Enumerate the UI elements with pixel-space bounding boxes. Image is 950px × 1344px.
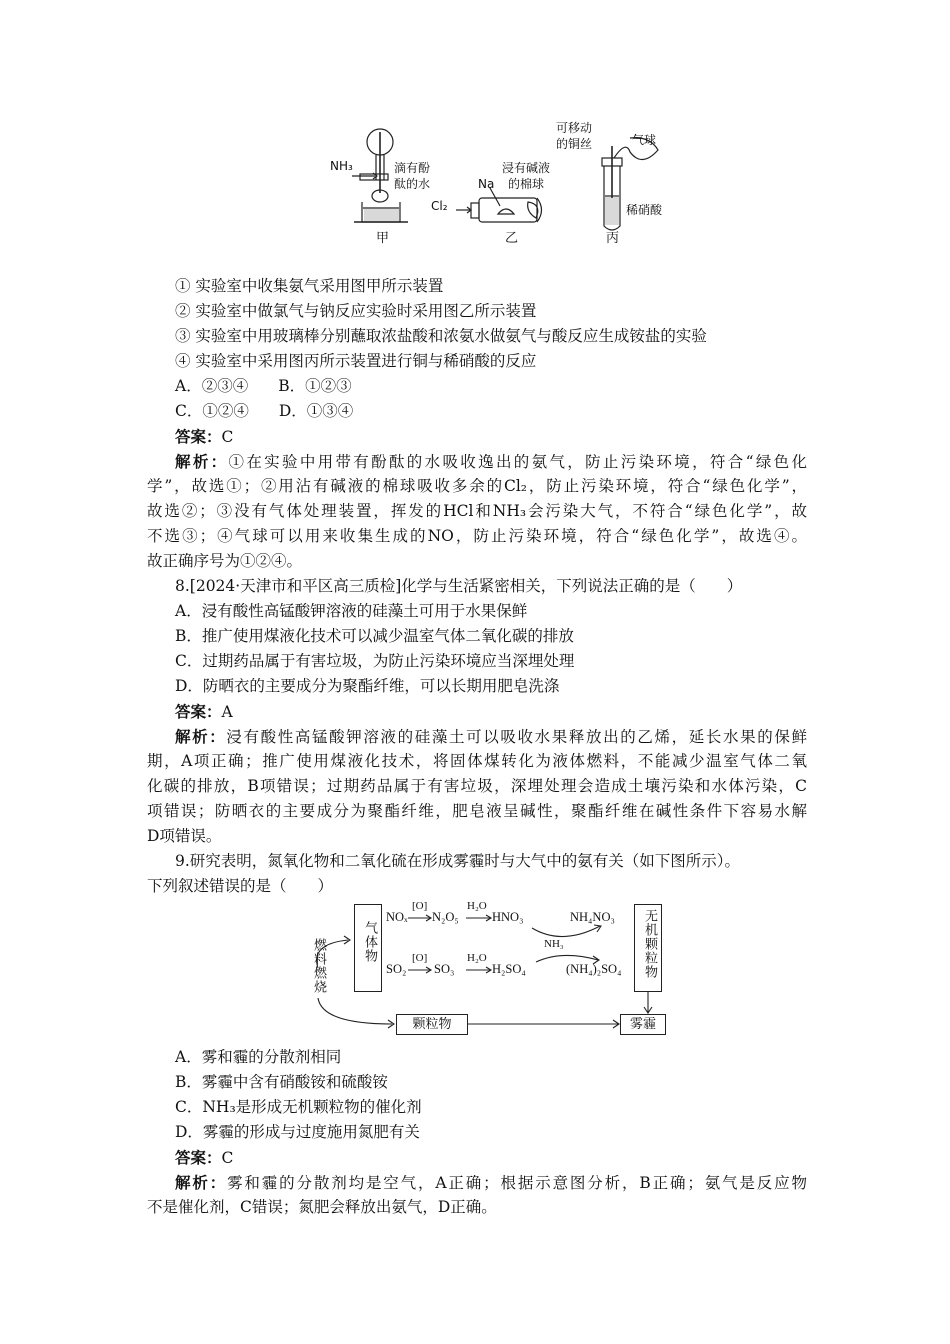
label-jia-water-2: 酞的水 [394, 177, 431, 191]
q7-statement-2: ② 实验室中做氯气与钠反应实验时采用图乙所示装置 [175, 302, 537, 320]
q7-analysis-label: 解析： [175, 452, 229, 471]
label-bing-wire-2: 的铜丝 [556, 137, 593, 151]
gas-box: 气体物 [354, 904, 382, 992]
q8-analysis-label: 解析： [175, 727, 227, 746]
q7-option-b: B．①②③ [278, 377, 352, 395]
q7-option-c: C．①②④ [175, 402, 249, 420]
label-na: Na [478, 177, 495, 191]
apparatus-figure [330, 118, 670, 253]
q8-option-c: C．过期药品属于有害垃圾，为防止污染环境应当深埋处理 [175, 652, 575, 670]
label-yi-cotton-1: 浸有碱液 [502, 161, 551, 175]
formula-nh4-2so4: (NH₄)₂SO₄ [566, 962, 622, 976]
q9-analysis-line-1: 解析：雾和霾的分散剂均是空气，A正确；根据示意图分析，B正确；氨气是反应物 [175, 1173, 807, 1192]
q8-analysis-line-4: 项错误；防晒衣的主要成分为聚酯纤维，肥皂液呈碱性，聚酯纤维在碱性条件下容易水解 [147, 802, 807, 820]
q7-analysis-line-5: 故正确序号为①②④。 [147, 552, 303, 570]
q8-option-a: A．浸有酸性高锰酸钾溶液的硅藻土可用于水果保鲜 [175, 602, 528, 620]
label-cl2: Cl₂ [431, 199, 448, 213]
q7-statement-1: ① 实验室中收集氨气采用图甲所示装置 [175, 277, 444, 295]
formula-so2: SO₂ [386, 962, 407, 976]
label-jia: 甲 [376, 231, 390, 246]
particles-box: 颗粒物 [396, 1014, 468, 1035]
label-jia-water-1: 滴有酚 [394, 161, 431, 175]
label-yi-cotton-2: 的棉球 [508, 177, 545, 191]
q9-answer [175, 1145, 835, 1171]
q8-option-b: B．推广使用煤液化技术可以减少温室气体二氧化碳的排放 [175, 627, 574, 645]
label-acid: 稀硝酸 [626, 203, 663, 217]
q8-analysis-line-1: 解析：浸有酸性高锰酸钾溶液的硅藻土可以吸收水果释放出的乙烯，延长水果的保鲜 [175, 727, 807, 746]
q7-answer-label: 答案： [175, 427, 222, 446]
formula-nox: NOₓ [386, 910, 408, 924]
q9-answer-value: C [221, 1149, 234, 1167]
haze-diagram [300, 898, 680, 1038]
q9-option-a: A．雾和霾的分散剂相同 [175, 1048, 342, 1066]
q7-options-row-1 [175, 374, 835, 399]
q7-option-d: D．①③④ [278, 402, 354, 420]
label-nh3: NH₃ [330, 159, 353, 173]
q8-answer [175, 699, 835, 725]
inorganic-particles-box: 无机颗粒物 [634, 904, 662, 992]
fuel-burning-label: 燃料燃烧 [311, 938, 326, 994]
q7-analysis-line-1: 解析：①在实验中用带有酚酞的水吸收逸出的氨气，防止污染环境，符合“绿色化 [175, 452, 807, 471]
q8-option-d: D．防晒衣的主要成分为聚酯纤维，可以长期用肥皂洗涤 [175, 677, 560, 695]
q9-stem-line-1: 9.研究表明，氮氧化物和二氧化硫在形成雾霾时与大气中的氨有关（如下图所示）。 [175, 852, 741, 870]
q7-answer [175, 424, 835, 450]
reagent-water-1: H₂O [467, 900, 487, 912]
formula-h2so4: H₂SO₄ [492, 962, 526, 976]
q9-analysis-label: 解析： [175, 1173, 228, 1192]
stopper-yi [471, 203, 479, 218]
label-bing-wire-1: 可移动 [556, 121, 593, 135]
q7-options-row-2 [175, 399, 835, 424]
q9-option-d: D．雾霾的形成与过度施用氮肥有关 [175, 1123, 420, 1141]
q7-analysis-line-4: 不选③；④气球可以用来收集生成的NO，防止污染环境，符合“绿色化学”，故选④。 [147, 527, 807, 545]
q7-analysis-line-2: 学”，故选①；②用沾有碱液的棉球吸收多余的Cl₂，防止污染环境，符合“绿色化学”， [147, 477, 807, 495]
formula-hno3: HNO₃ [492, 910, 524, 924]
reagent-o-2: [O] [412, 952, 428, 964]
q9-analysis-line-2: 不是催化剂，C错误；氮肥会释放出氨气，D正确。 [147, 1198, 497, 1216]
label-yi: 乙 [505, 231, 519, 246]
q8-stem: 8.[2024·天津市和平区高三质检]化学与生活紧密相关，下列说法正确的是（ ） [175, 577, 743, 595]
q8-analysis-line-2: 期，A项正确；推广使用煤液化技术，将固体煤转化为液体燃料，不能减少温室气体二氧 [147, 752, 807, 770]
q7-analysis-line-3: 故选②；③没有气体处理装置，挥发的HCl和NH₃会污染大气，不符合“绿色化学”，故 [147, 502, 807, 520]
q9-stem-line-2: 下列叙述错误的是（ ） [147, 877, 334, 895]
label-balloon: 气球 [632, 133, 657, 147]
q8-analysis-line-5: D项错误。 [147, 827, 222, 845]
reagent-nh3: NH₃ [544, 938, 564, 950]
q7-option-a: A．②③④ [175, 377, 249, 395]
formula-n2o5: N₂O₅ [432, 910, 459, 924]
haze-box: 雾霾 [620, 1014, 666, 1035]
formula-so3: SO₃ [434, 962, 455, 976]
q8-answer-label: 答案： [175, 702, 222, 721]
formula-nh4no3: NH₄NO₃ [570, 910, 615, 924]
q9-option-c: C．NH₃是形成无机颗粒物的催化剂 [175, 1098, 422, 1116]
arrow-fuel-to-particles [318, 998, 392, 1024]
q8-analysis-line-3: 化碳的排放，B项错误；过期药品属于有害垃圾，深埋处理会造成土壤污染和水体污染，C [147, 777, 807, 795]
reagent-o-1: [O] [412, 900, 428, 912]
q7-answer-value: C [221, 428, 234, 446]
q8-answer-value: A [221, 703, 233, 721]
q7-statement-3: ③ 实验室中用玻璃棒分别蘸取浓盐酸和浓氨水做氨气与酸反应生成铵盐的实验 [175, 327, 707, 345]
q7-statement-4: ④ 实验室中采用图丙所示装置进行铜与稀硝酸的反应 [175, 352, 537, 370]
label-bing: 丙 [606, 231, 620, 246]
q9-answer-label: 答案： [175, 1148, 222, 1167]
q9-option-b: B．雾霾中含有硝酸铵和硫酸铵 [175, 1073, 388, 1091]
reagent-water-2: H₂O [467, 952, 487, 964]
